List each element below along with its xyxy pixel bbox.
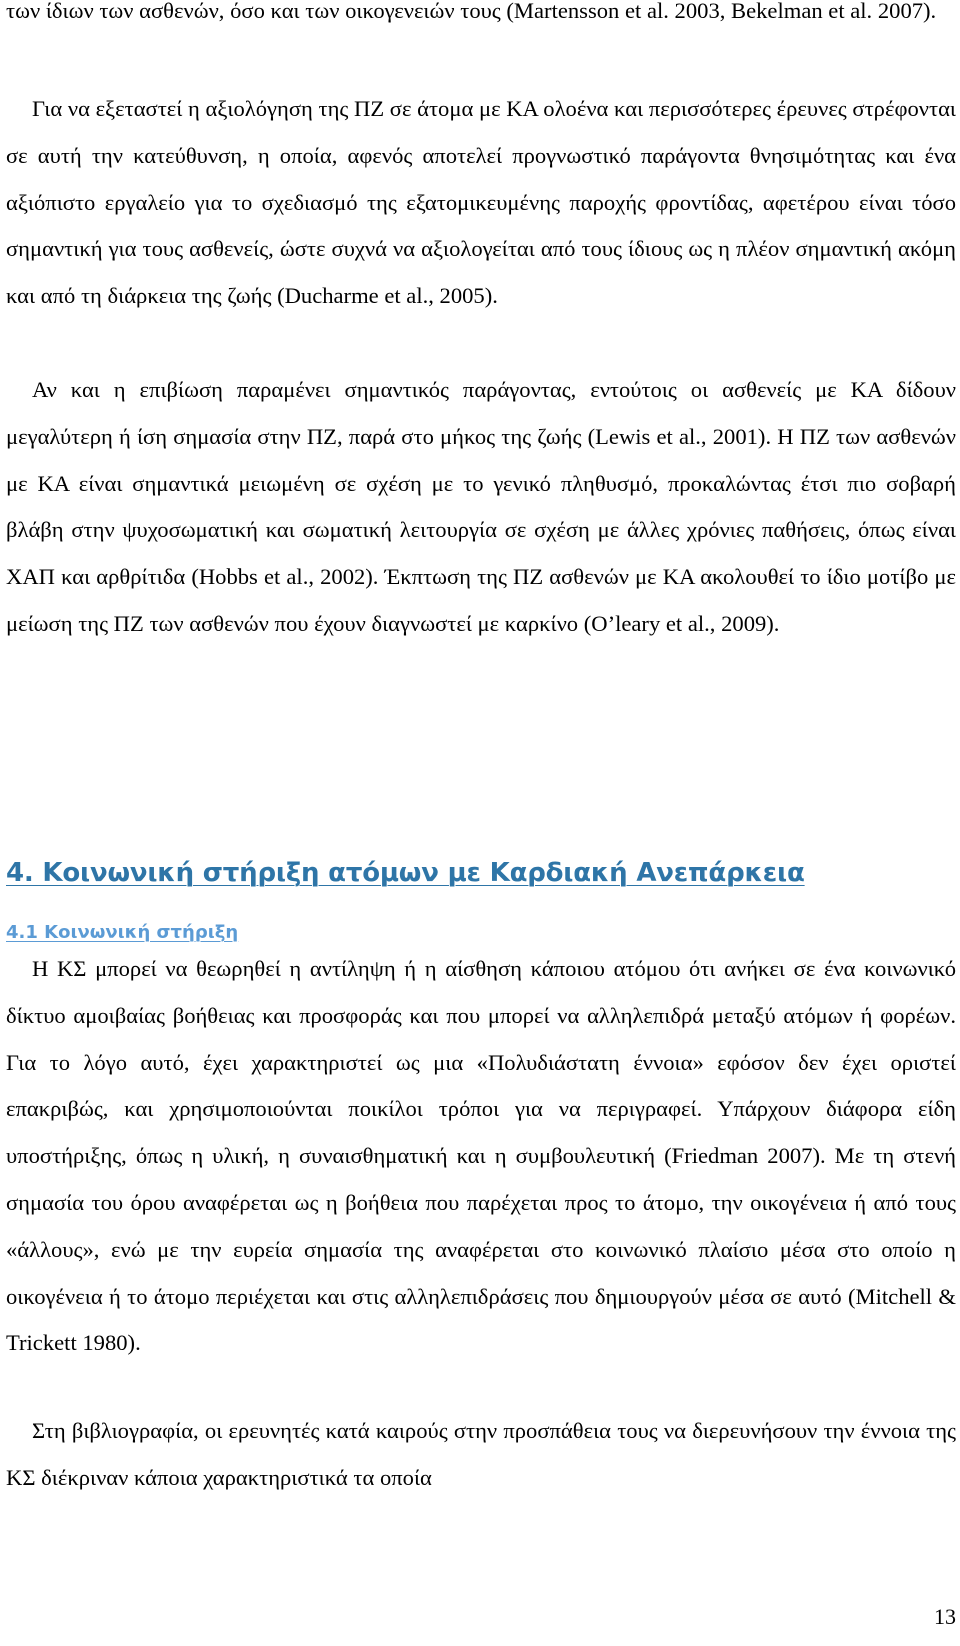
subsection-heading: 4.1 Κοινωνική στήριξη (6, 922, 239, 943)
paragraph-quality-of-life-assessment: Για να εξεταστεί η αξιολόγηση της ΠΖ σε άτομα με ΚΑ ολοένα και περισσότερες έρευνες στρέφονται σε αυτή την κατεύθυνση, η οποία, αφενός αποτελεί προγνωστικό παράγοντα θνησιμότητας και ένα αξιόπιστο εργαλείο για το σχεδιασμό της εξατομικευμένης παροχής φροντίδας, αφετέρου είναι τόσο σημαντική για τους ασθενείς, ώστε συχνά να αξιολογείται από τους ίδιους ως η πλέον σημαντική ακόμη και από τη διάρκεια της ζωής (Ducharme et al., 2005). (6, 96, 956, 309)
paragraph-survival-and-qol: Αν και η επιβίωση παραμένει σημαντικός παράγοντας, εντούτοις οι ασθενείς με ΚΑ δίδουν μεγαλύτερη ή ίση σημασία στην ΠΖ, παρά στο μήκος της ζωής (Lewis et al., 2001). Η ΠΖ των ασθενών με ΚΑ είναι σημαντικά μειωμένη σε σχέση με το γενικό πληθυσμό, προκαλώντας έτσι πιο σοβαρή βλάβη στην ψυχοσωματική και σωματική λειτουργία σε σχέση με άλλες χρόνιες παθήσεις, όπως είναι ΧΑΠ και αρθρίτιδα (Hobbs et al., 2002). Έκπτωση της ΠΖ ασθενών με ΚΑ ακολουθεί το ίδιο μοτίβο με μείωση της ΠΖ των ασθενών που έχουν διαγνωστεί με καρκίνο (O’leary et al., 2009). (6, 377, 956, 636)
paragraph-literature: Στη βιβλιογραφία, οι ερευνητές κατά καιρούς στην προσπάθεια τους να διερευνήσουν την έννοια της ΚΣ διέκριναν κάποια χαρακτηριστικά τα οποία (6, 1418, 956, 1490)
page-number: 13 (934, 1604, 956, 1629)
paragraph-social-support-definition: Η ΚΣ μπορεί να θεωρηθεί η αντίληψη ή η αίσθηση κάποιου ατόμου ότι ανήκει σε ένα κοινωνικό δίκτυο αμοιβαίας βοήθειας και προσφοράς και που μπορεί να αλληλεπιδρά μεταξύ ατόμων ή φορέων. Για το λόγο αυτό, έχει χαρακτηριστεί ως μια «Πολυδιάστατη έννοια» εφόσον δεν έχει οριστεί επακριβώς, και χρησιμοποιούνται ποικίλοι τρόποι για να περιγραφεί. Υπάρχουν διάφορα είδη υποστήριξης, όπως η υλική, η συναισθηματική και η συμβουλευτική (Friedman 2007). Με τη στενή σημασία του όρου αναφέρεται ως η βοήθεια που παρέχεται προς το άτομο, την οικογένεια ή από τους «άλλους», ενώ με την ευρεία σημασία της αναφέρεται στο κοινωνικό πλαίσιο μέσα στο οποίο η οικογένεια ή το άτομο περιέχεται και στις αλληλεπιδράσεις που δημιουργούν μέσα σε αυτό (Mitchell & Trickett 1980). (6, 956, 956, 1356)
section-heading: 4. Κοινωνική στήριξη ατόμων με Καρδιακή Ανεπάρκεια (6, 858, 805, 888)
paragraph-continuation: των ίδιων των ασθενών, όσο και των οικογενειών τους (Martensson et al. 2003, Bekelman et al. 2007). (6, 0, 937, 23)
